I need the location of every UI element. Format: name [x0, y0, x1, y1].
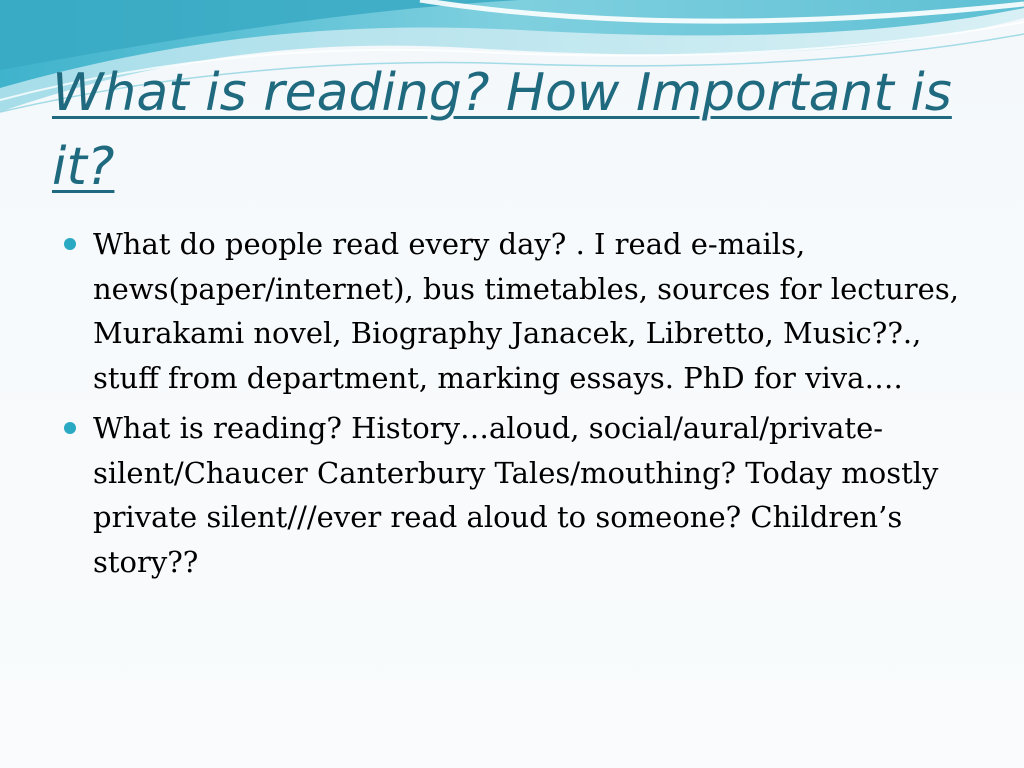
bullet-dot-icon: [64, 238, 76, 250]
bullet-item: [60, 222, 975, 400]
slide-title: What is reading? How Important is it?: [52, 63, 952, 197]
bullet-item: [60, 406, 975, 584]
bullet-list: [60, 222, 975, 590]
bullet-text: What do people read every day? . I read e-mails, news(paper/internet), bus timetables, sources for lectures, Murakami novel, Biography Janacek, Libretto, Music??., stuff from department, marking essays. PhD for viva….: [93, 227, 959, 395]
bullet-dot-icon: [64, 422, 76, 434]
bullet-text: What is reading? History…aloud, social/aural/private-silent/Chaucer Canterbury Tales/mouthing? Today mostly private silent///ever read aloud to someone? Children’s story??: [93, 411, 939, 579]
